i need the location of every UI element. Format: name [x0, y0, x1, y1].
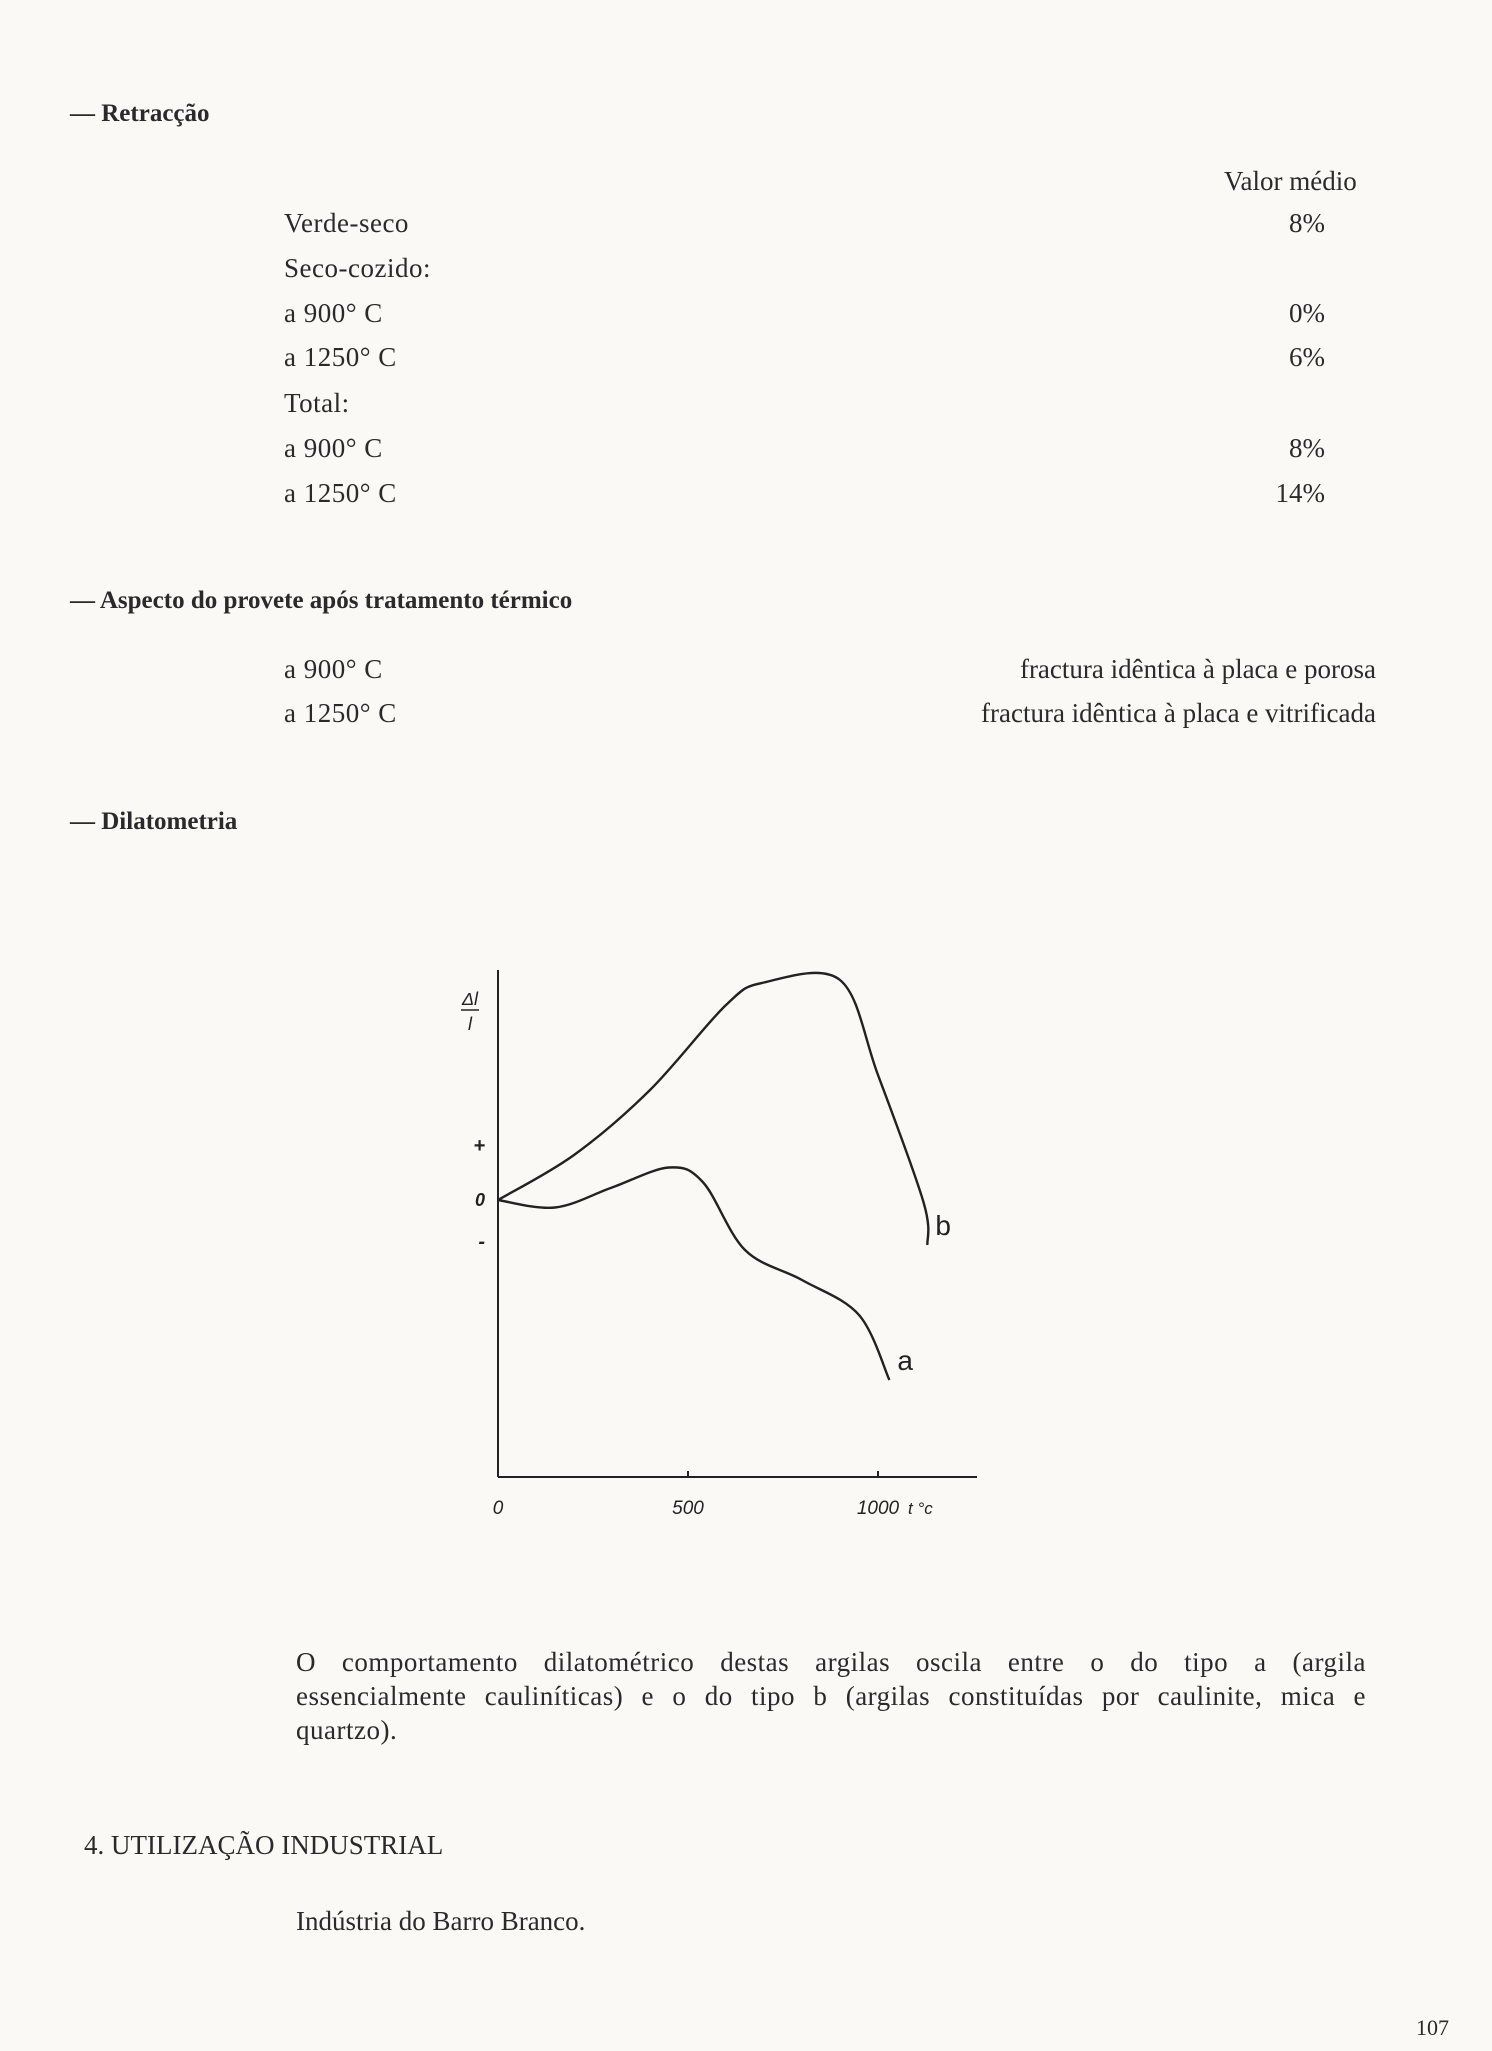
retraccao-row-label: Seco-cozido:: [284, 253, 431, 283]
aspecto-row-label: a 1250° C: [284, 698, 397, 728]
section-title-aspecto: — Aspecto do provete após tratamento térmico: [70, 587, 573, 614]
retraccao-row-label: Total:: [284, 388, 350, 418]
x-axis-unit: t °c: [908, 1499, 933, 1518]
chart-labels: [461, 989, 951, 1519]
retraccao-row-value: 8%: [1289, 208, 1325, 238]
retraccao-row-value: 8%: [1289, 433, 1325, 463]
x-tick-label: 500: [672, 1498, 704, 1519]
retraccao-row-value: 14%: [1275, 478, 1325, 508]
retraccao-row-label: a 900° C: [284, 433, 383, 463]
retraccao-row-label: Verde-seco: [284, 208, 409, 238]
x-tick-label: 1000: [856, 1498, 900, 1519]
retraccao-row-value: 0%: [1289, 298, 1325, 328]
y-axis-label-numerator: Δl: [461, 989, 479, 1009]
retraccao-row-label: a 1250° C: [284, 478, 397, 508]
section4-heading: 4. UTILIZAÇÃO INDUSTRIAL: [84, 1830, 444, 1860]
aspecto-row-label: a 900° C: [284, 654, 383, 684]
chart-axes: [498, 970, 977, 1477]
series-a-line: [498, 1167, 889, 1380]
y-mark-label: +: [473, 1135, 485, 1157]
series-b-line: [498, 973, 928, 1245]
section-title-dilatometria: — Dilatometria: [70, 808, 238, 835]
column-header-valor-medio: Valor médio: [1224, 166, 1357, 196]
y-mark-label: -: [478, 1231, 485, 1253]
section4-text: Indústria do Barro Branco.: [296, 1906, 586, 1936]
x-tick-label: 0: [492, 1498, 504, 1519]
retraccao-row-label: a 1250° C: [284, 342, 397, 372]
page-number: 107: [1416, 2015, 1449, 2040]
dilatometry-chart: [440, 960, 1020, 1530]
series-a-label: a: [897, 1345, 913, 1376]
y-mark-label: 0: [474, 1190, 485, 1210]
retraccao-row-value: 6%: [1289, 342, 1325, 372]
section-title-retraccao: — Retracção: [70, 100, 210, 127]
y-axis-label-denominator: l: [468, 1014, 472, 1034]
aspecto-row-value: fractura idêntica à placa e vitrificada: [981, 698, 1376, 728]
series-b-label: b: [935, 1210, 951, 1241]
retraccao-row-label: a 900° C: [284, 298, 383, 328]
body-paragraph: O comportamento dilatométrico destas argilas oscila entre o do tipo a (argila essencialmente cauliníticas) e o do tipo b (argilas constituídas por caulinite, mica e quartzo).: [296, 1647, 1366, 1745]
aspecto-row-value: fractura idêntica à placa e porosa: [1019, 654, 1376, 684]
chart-series: [498, 973, 928, 1380]
